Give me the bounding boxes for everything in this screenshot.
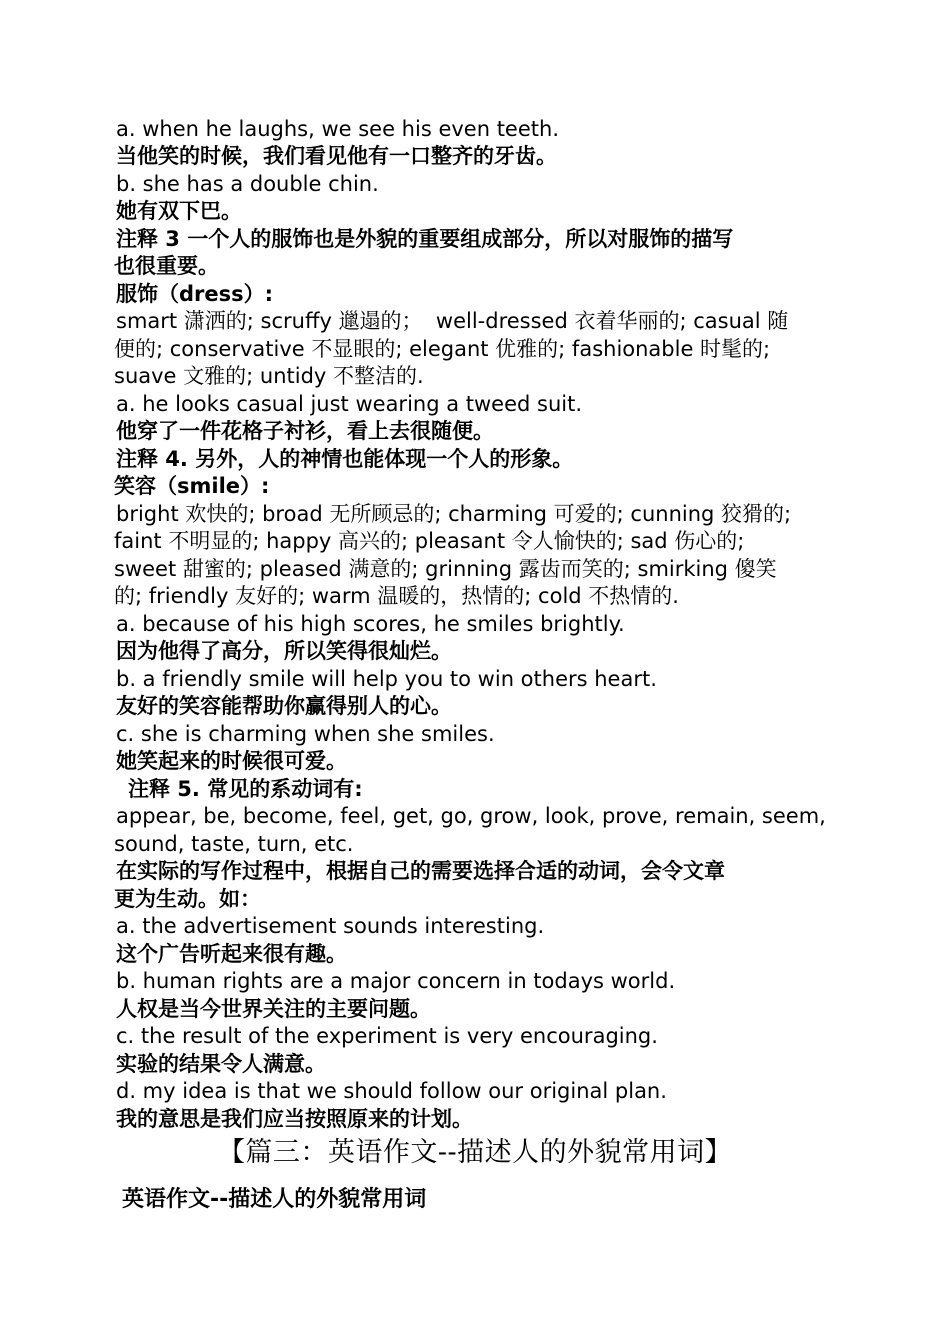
section-subheading: 英语作文--描述人的外貌常用词	[122, 1187, 427, 1212]
translation-line: 因为他得了高分，所以笑得很灿烂。	[116, 639, 452, 663]
translation-line: 实验的结果令人满意。	[116, 1052, 326, 1076]
paragraph-line: 在实际的写作过程中，根据自己的需要选择合适的动词，会令文章	[116, 859, 725, 883]
note-line: 注释 5. 常见的系动词有:	[128, 777, 363, 801]
example-sentence: b. human rights are a major concern in todays world.	[116, 969, 676, 993]
example-sentence: b. she has a double chin.	[116, 172, 379, 196]
vocabulary-line: smart 潇洒的; scruffy 邋遢的； well-dressed 衣着华丽的; casual 随	[116, 309, 789, 333]
category-label: 笑容（smile）:	[114, 474, 270, 498]
example-sentence: a. the advertisement sounds interesting.	[116, 914, 545, 938]
example-sentence: a. when he laughs, we see his even teeth.	[116, 117, 559, 141]
paragraph-line: 更为生动。如：	[114, 887, 261, 911]
translation-line: 我的意思是我们应当按照原来的计划。	[116, 1107, 473, 1131]
example-sentence: c. the result of the experiment is very encouraging.	[116, 1024, 658, 1048]
vocabulary-line: suave 文雅的; untidy 不整洁的.	[114, 364, 424, 388]
translation-line: 她笑起来的时候很可爱。	[116, 749, 347, 773]
note-line: 注释 3 一个人的服饰也是外貌的重要组成部分，所以对服饰的描写	[116, 227, 734, 251]
translation-line: 她有双下巴。	[116, 199, 242, 223]
vocabulary-line: faint 不明显的; happy 高兴的; pleasant 令人愉快的; sad 伤心的;	[114, 529, 745, 553]
note-line: 也很重要。	[114, 254, 219, 278]
example-sentence: d. my idea is that we should follow our original plan.	[116, 1079, 667, 1103]
translation-line: 人权是当今世界关注的主要问题。	[116, 997, 431, 1021]
translation-line: 他穿了一件花格子衬衫，看上去很随便。	[116, 419, 494, 443]
vocabulary-line: appear, be, become, feel, get, go, grow, look, prove, remain, seem,	[116, 804, 826, 828]
example-sentence: b. a friendly smile will help you to win others heart.	[116, 667, 657, 691]
section-heading: 【篇三：英语作文--描述人的外貌常用词】	[217, 1137, 733, 1168]
translation-line: 当他笑的时候，我们看见他有一口整齐的牙齿。	[116, 144, 557, 168]
vocabulary-line: 的; friendly 友好的; warm 温暖的，热情的; cold 不热情的.	[114, 584, 679, 608]
vocabulary-line: sound, taste, turn, etc.	[114, 832, 354, 856]
example-sentence: a. because of his high scores, he smiles brightly.	[116, 612, 625, 636]
translation-line: 这个广告听起来很有趣。	[116, 942, 347, 966]
example-sentence: c. she is charming when she smiles.	[116, 722, 495, 746]
vocabulary-line: bright 欢快的; broad 无所顾忌的; charming 可爱的; cunning 狡猾的;	[116, 502, 792, 526]
note-line: 注释 4. 另外，人的神情也能体现一个人的形象。	[116, 447, 574, 471]
example-sentence: a. he looks casual just wearing a tweed suit.	[116, 392, 583, 416]
vocabulary-line: 便的; conservative 不显眼的; elegant 优雅的; fashionable 时髦的;	[114, 337, 771, 361]
vocabulary-line: sweet 甜蜜的; pleased 满意的; grinning 露齿而笑的; smirking 傻笑	[114, 557, 777, 581]
translation-line: 友好的笑容能帮助你赢得别人的心。	[116, 694, 452, 718]
category-label: 服饰（dress）:	[116, 282, 274, 306]
